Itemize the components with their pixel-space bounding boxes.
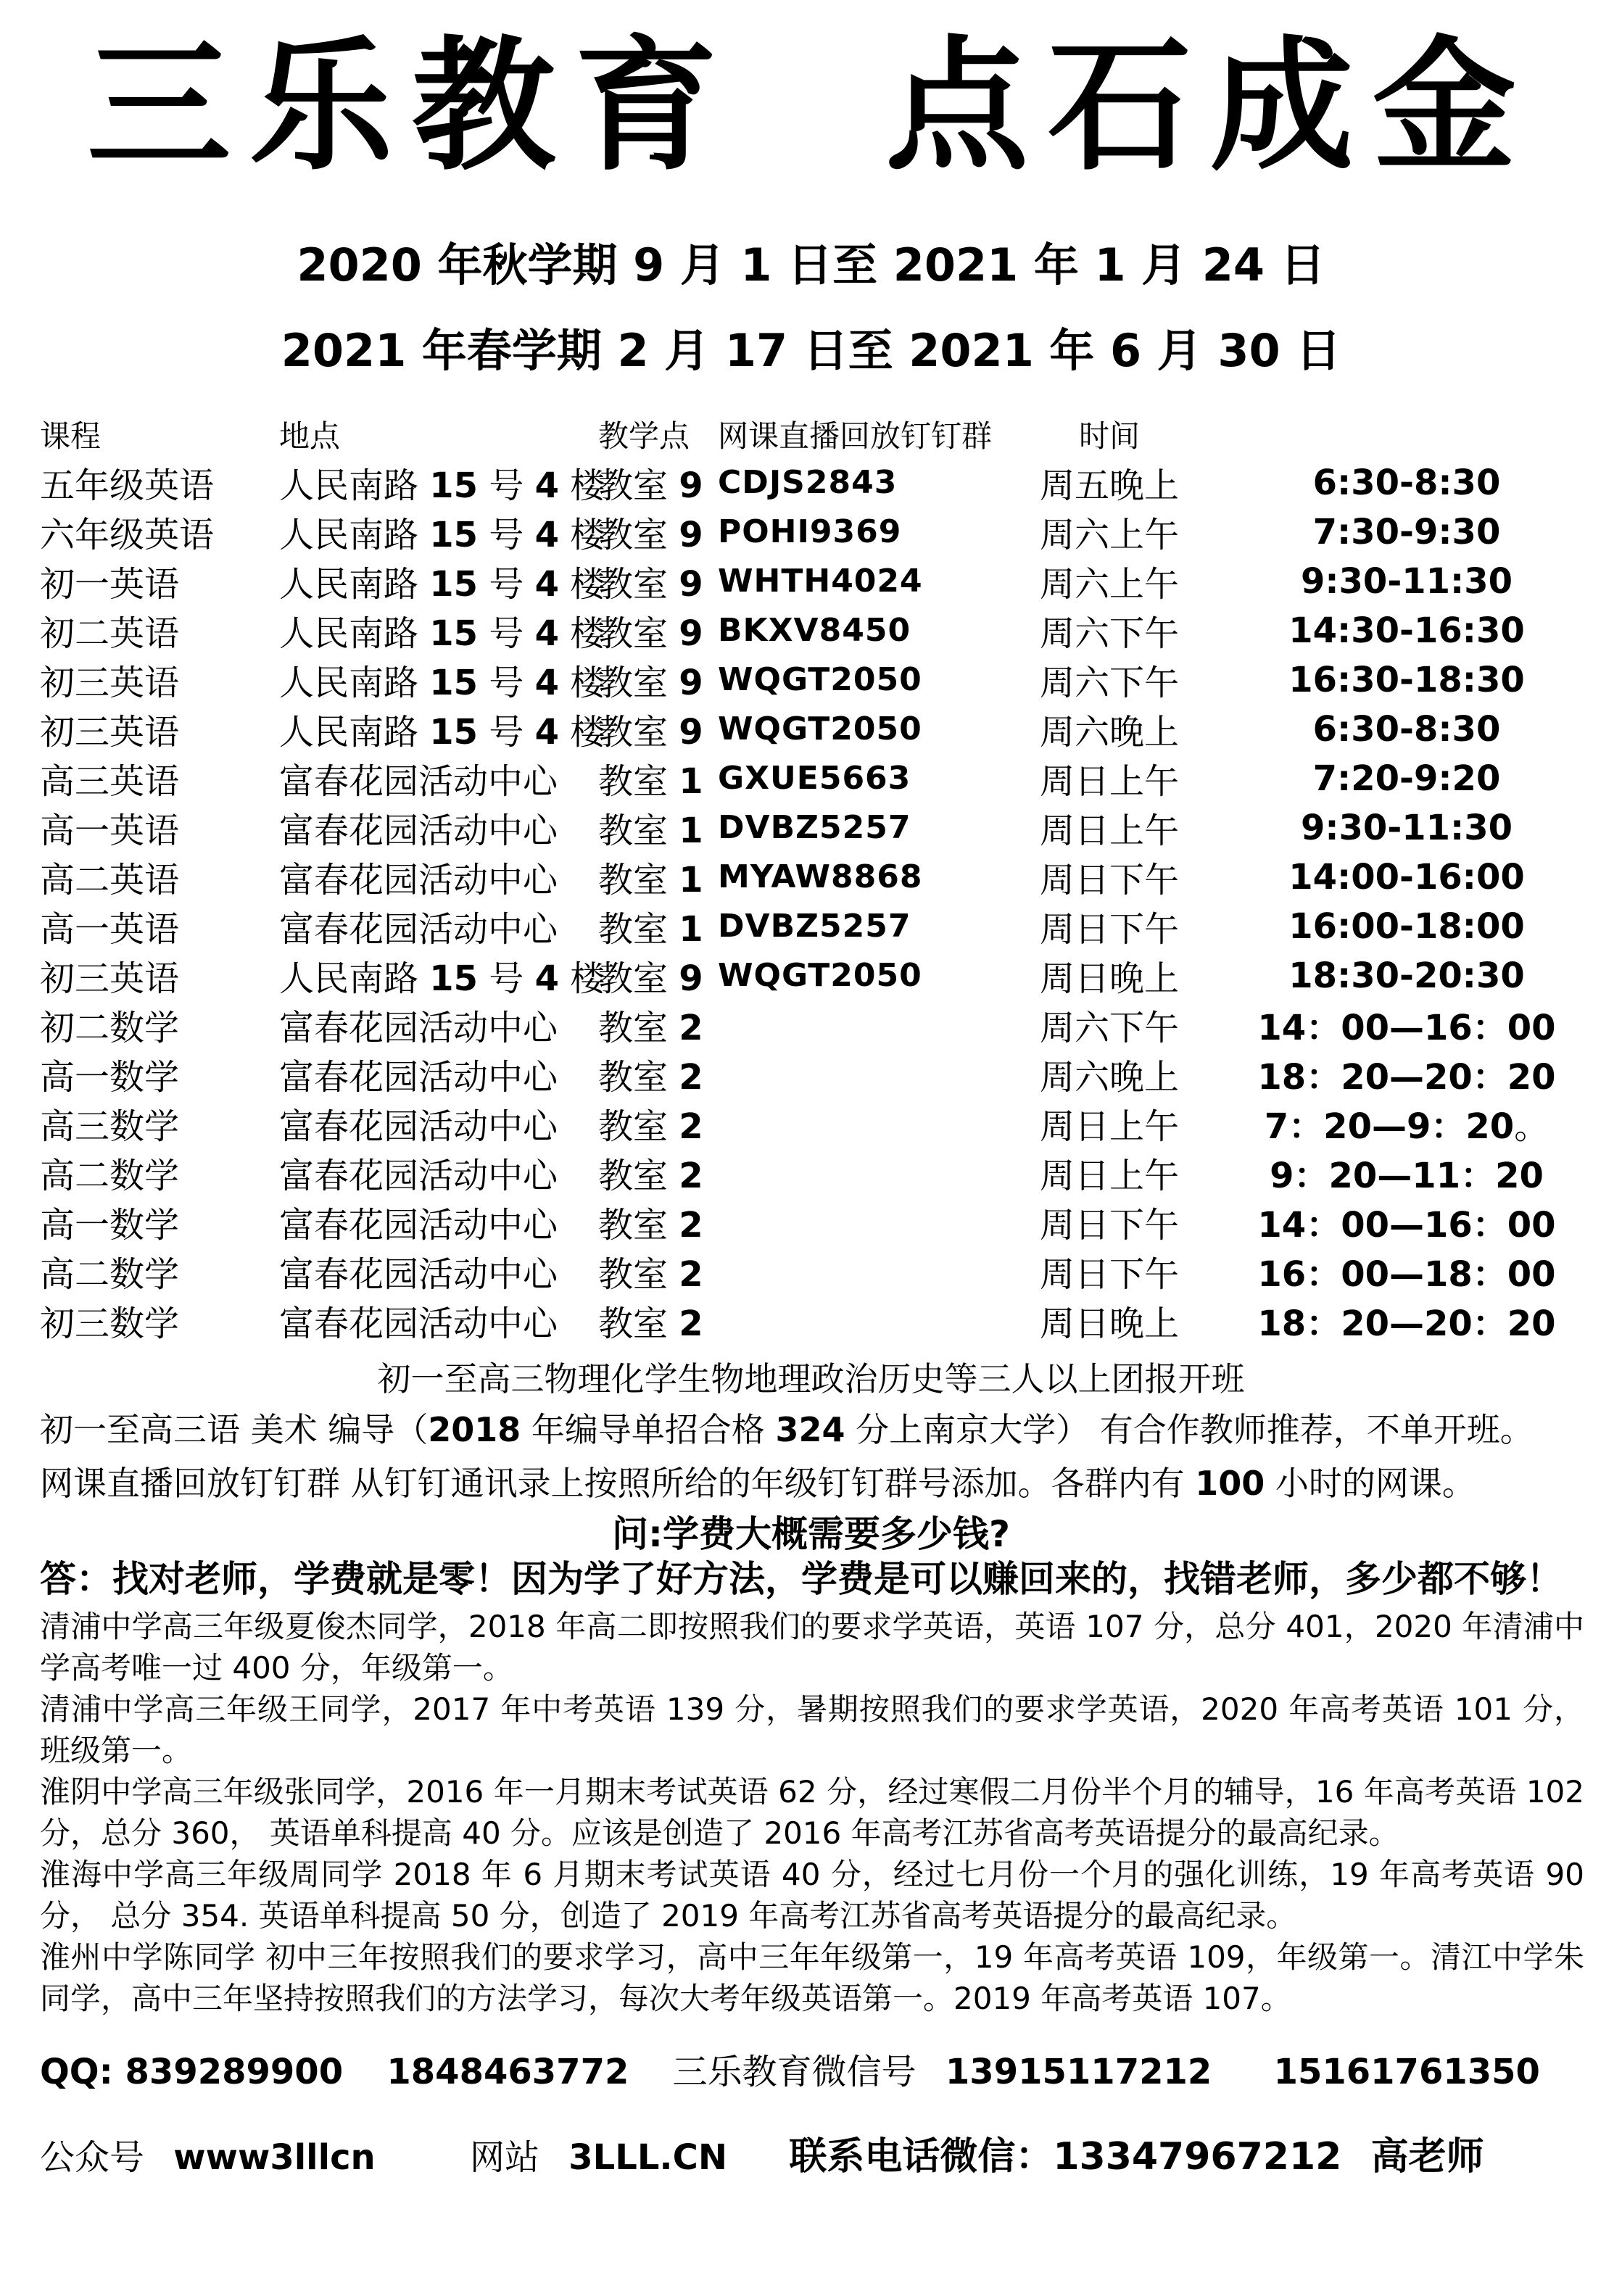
testimonial-wang: 清浦中学高三年级王同学，2017 年中考英语 139 分，暑期按照我们的要求学英语，2020 年高考英语 101 分，班级第一。	[40, 1691, 1584, 1768]
day-cell: 周日上午	[1039, 1106, 1179, 1147]
location-cell: 富春花园活动中心	[279, 860, 558, 900]
table-header-row	[40, 411, 1622, 457]
table-row	[40, 901, 1622, 950]
dingtalk-group-code-cell: DVBZ5257	[718, 908, 911, 945]
schedule-rows	[40, 457, 1622, 1345]
day-cell: 周日上午	[1039, 1156, 1179, 1196]
qq-number-1: QQ: 839289900	[40, 2052, 344, 2092]
location-cell: 人民南路 15 号 4 楼	[279, 712, 605, 753]
dingtalk-group-code-cell: GXUE5663	[718, 760, 911, 797]
table-row	[40, 803, 1622, 852]
classroom-cell: 教室 2	[598, 1008, 703, 1048]
time-range-cell: 7：20—9：20。	[1264, 1106, 1549, 1147]
course-cell: 高一英语	[40, 909, 180, 950]
classroom-cell: 教室 2	[598, 1205, 703, 1246]
day-cell: 周六下午	[1039, 613, 1179, 654]
day-cell: 周日下午	[1039, 860, 1179, 900]
col-header-location: 地点	[279, 418, 341, 454]
course-cell: 初三英语	[40, 663, 180, 703]
classroom-cell: 教室 2	[598, 1254, 703, 1295]
art-media-note: 初一至高三语 美术 编导（2018 年编导单招合格 324 分上南京大学） 有合作教师推荐，不单开班。	[40, 1410, 1534, 1449]
table-row	[40, 1000, 1622, 1049]
table-row	[40, 507, 1622, 556]
time-range-cell: 14：00—16：00	[1257, 1008, 1556, 1048]
location-cell: 人民南路 15 号 4 楼	[279, 663, 605, 703]
col-header-course: 课程	[40, 418, 102, 454]
tuition-answer: 答：找对老师，学费就是零！因为学了好方法，学费是可以赚回来的，找错老师，多少都不够！	[40, 1558, 1563, 1600]
course-cell: 六年级英语	[40, 515, 215, 555]
time-range-cell: 16:00-18:00	[1288, 905, 1525, 947]
official-account-id: www3lllcn	[173, 2137, 376, 2178]
teacher-name: 高老师	[1370, 2134, 1484, 2179]
tuition-question: 问:学费大概需要多少钱?	[612, 1513, 1010, 1555]
page-title: 三乐教育 点石成金	[87, 21, 1535, 190]
course-cell: 初二英语	[40, 613, 180, 654]
course-cell: 初三英语	[40, 712, 180, 753]
table-row	[40, 753, 1622, 803]
col-header-classroom: 教学点	[598, 418, 690, 454]
wechat-number-2: 15161761350	[1273, 2052, 1540, 2092]
testimonial-chen-zhu: 淮州中学陈同学 初中三年按照我们的要求学习，高中三年年级第一，19 年高考英语 109，年级第一。清江中学朱同学，高中三年坚持按照我们的方法学习，每次大考年级英语第一。2019 年高考英语 107。	[40, 1939, 1584, 2016]
website-label: 网站	[469, 2137, 539, 2178]
table-row	[40, 605, 1622, 655]
time-range-cell: 16:30-18:30	[1288, 659, 1525, 700]
time-range-cell: 14：00—16：00	[1257, 1205, 1556, 1246]
location-cell: 富春花园活动中心	[279, 761, 558, 802]
official-account-label: 公众号	[40, 2137, 145, 2178]
classroom-cell: 教室 9	[598, 465, 703, 506]
course-cell: 初三数学	[40, 1304, 180, 1344]
day-cell: 周日下午	[1039, 1254, 1179, 1295]
location-cell: 富春花园活动中心	[279, 1156, 558, 1196]
day-cell: 周六下午	[1039, 663, 1179, 703]
course-cell: 初二数学	[40, 1008, 180, 1048]
dingtalk-group-code-cell: POHI9369	[718, 513, 902, 550]
location-cell: 富春花园活动中心	[279, 1205, 558, 1246]
classroom-cell: 教室 2	[598, 1156, 703, 1196]
day-cell: 周六晚上	[1039, 712, 1179, 753]
time-range-cell: 18：20—20：20	[1257, 1057, 1556, 1098]
day-cell: 周六晚上	[1039, 1057, 1179, 1098]
dingtalk-group-code-cell: MYAW8868	[718, 858, 923, 895]
classroom-cell: 教室 1	[598, 761, 703, 802]
classroom-cell: 教室 9	[598, 712, 703, 753]
table-row	[40, 1148, 1622, 1197]
course-cell: 高二数学	[40, 1254, 180, 1295]
classroom-cell: 教室 2	[598, 1106, 703, 1147]
dingtalk-group-code-cell: WQGT2050	[718, 661, 922, 698]
table-row	[40, 852, 1622, 901]
table-row	[40, 1246, 1622, 1296]
table-row	[40, 950, 1622, 1000]
contact-line-qq-wechat	[40, 2044, 1622, 2094]
testimonial-xiajunjie: 清浦中学高三年级夏俊杰同学，2018 年高二即按照我们的要求学英语，英语 107 分，总分 401，2020 年清浦中学高考唯一过 400 分，年级第一。	[40, 1609, 1584, 1686]
dingtalk-group-code-cell: CDJS2843	[718, 464, 898, 501]
table-row	[40, 655, 1622, 704]
wechat-number-1: 13915117212	[945, 2052, 1212, 2092]
col-header-dingtalk-group: 网课直播回放钉钉群	[718, 418, 993, 454]
website-url: 3LLL.CN	[568, 2137, 728, 2178]
table-row	[40, 1098, 1622, 1148]
time-range-cell: 9:30-11:30	[1300, 807, 1513, 848]
time-range-cell: 18:30-20:30	[1288, 955, 1525, 996]
wechat-label: 三乐教育微信号	[672, 2052, 916, 2092]
classroom-cell: 教室 2	[598, 1057, 703, 1098]
contact-line-web-phone	[40, 2126, 1622, 2180]
location-cell: 人民南路 15 号 4 楼	[279, 958, 605, 999]
qq-number-2: 1848463772	[386, 2052, 629, 2092]
course-cell: 高二数学	[40, 1156, 180, 1196]
course-cell: 高三英语	[40, 761, 180, 802]
course-cell: 高一数学	[40, 1057, 180, 1098]
dingtalk-instruction-note: 网课直播回放钉钉群 从钉钉通讯录上按照所给的年级钉钉群号添加。各群内有 100 小时的网课。	[40, 1464, 1476, 1503]
location-cell: 富春花园活动中心	[279, 1254, 558, 1295]
phone-wechat-contact: 联系电话微信：13347967212	[789, 2134, 1342, 2179]
table-row	[40, 1296, 1622, 1345]
day-cell: 周六上午	[1039, 564, 1179, 605]
semester-dates	[0, 223, 1622, 394]
semester-line-fall: 2020 年秋学期 9 月 1 日至 2021 年 1 月 24 日	[297, 239, 1325, 291]
day-cell: 周日上午	[1039, 761, 1179, 802]
classroom-cell: 教室 9	[598, 564, 703, 605]
location-cell: 人民南路 15 号 4 楼	[279, 613, 605, 654]
day-cell: 周五晚上	[1039, 465, 1179, 506]
time-range-cell: 7:20-9:20	[1312, 758, 1501, 799]
classroom-cell: 教室 9	[598, 515, 703, 555]
location-cell: 富春花园活动中心	[279, 811, 558, 851]
course-cell: 初三英语	[40, 958, 180, 999]
classroom-cell: 教室 9	[598, 663, 703, 703]
table-row	[40, 457, 1622, 507]
day-cell: 周六上午	[1039, 515, 1179, 555]
classroom-cell: 教室 1	[598, 811, 703, 851]
location-cell: 人民南路 15 号 4 楼	[279, 465, 605, 506]
time-range-cell: 18：20—20：20	[1257, 1304, 1556, 1344]
time-range-cell: 14:00-16:00	[1288, 856, 1525, 898]
table-row	[40, 704, 1622, 753]
course-cell: 高一数学	[40, 1205, 180, 1246]
course-cell: 高一英语	[40, 811, 180, 851]
table-row	[40, 556, 1622, 605]
day-cell: 周日上午	[1039, 811, 1179, 851]
day-cell: 周日晚上	[1039, 1304, 1179, 1344]
day-cell: 周日下午	[1039, 909, 1179, 950]
table-row	[40, 1049, 1622, 1098]
time-range-cell: 6:30-8:30	[1312, 708, 1501, 750]
time-range-cell: 14:30-16:30	[1288, 610, 1525, 651]
day-cell: 周日下午	[1039, 1205, 1179, 1246]
time-range-cell: 9:30-11:30	[1300, 560, 1513, 602]
location-cell: 富春花园活动中心	[279, 1008, 558, 1048]
location-cell: 富春花园活动中心	[279, 909, 558, 950]
schedule-table	[40, 411, 1622, 1345]
time-range-cell: 16：00—18：00	[1257, 1254, 1556, 1295]
col-header-time: 时间	[1078, 418, 1140, 454]
day-cell: 周六下午	[1039, 1008, 1179, 1048]
course-cell: 五年级英语	[40, 465, 215, 506]
dingtalk-group-code-cell: WHTH4024	[718, 563, 923, 600]
classroom-cell: 教室 9	[598, 613, 703, 654]
course-cell: 初一英语	[40, 564, 180, 605]
testimonial-zhou: 淮海中学高三年级周同学 2018 年 6 月期末考试英语 40 分，经过七月份一个月的强化训练，19 年高考英语 90 分， 总分 354. 英语单科提高 50 分，创造了 2019 年高考江苏省高考英语提分的最高纪录。	[40, 1857, 1584, 1934]
course-cell: 高二英语	[40, 860, 180, 900]
time-range-cell: 7:30-9:30	[1312, 511, 1501, 552]
location-cell: 人民南路 15 号 4 楼	[279, 564, 605, 605]
location-cell: 富春花园活动中心	[279, 1304, 558, 1344]
classroom-cell: 教室 1	[598, 909, 703, 950]
time-range-cell: 6:30-8:30	[1312, 462, 1501, 503]
testimonial-zhang: 淮阴中学高三年级张同学，2016 年一月期末考试英语 62 分，经过寒假二月份半个月的辅导，16 年高考英语 102 分，总分 360， 英语单科提高 40 分。应该是创造了 2016 年高考江苏省高考英语提分的最高纪录。	[40, 1774, 1584, 1851]
table-row	[40, 1197, 1622, 1246]
course-cell: 高三数学	[40, 1106, 180, 1147]
dingtalk-group-code-cell: BKXV8450	[718, 612, 911, 649]
location-cell: 人民南路 15 号 4 楼	[279, 515, 605, 555]
group-class-note: 初一至高三物理化学生物地理政治历史等三人以上团报开班	[377, 1359, 1245, 1398]
dingtalk-group-code-cell: WQGT2050	[718, 957, 922, 994]
dingtalk-group-code-cell: DVBZ5257	[718, 809, 911, 846]
classroom-cell: 教室 1	[598, 860, 703, 900]
semester-line-spring: 2021 年春学期 2 月 17 日至 2021 年 6 月 30 日	[281, 324, 1341, 377]
classroom-cell: 教室 2	[598, 1304, 703, 1344]
classroom-cell: 教室 9	[598, 958, 703, 999]
dingtalk-group-code-cell: WQGT2050	[718, 710, 922, 747]
location-cell: 富春花园活动中心	[279, 1057, 558, 1098]
time-range-cell: 9：20—11：20	[1270, 1156, 1544, 1196]
day-cell: 周日晚上	[1039, 958, 1179, 999]
location-cell: 富春花园活动中心	[279, 1106, 558, 1147]
